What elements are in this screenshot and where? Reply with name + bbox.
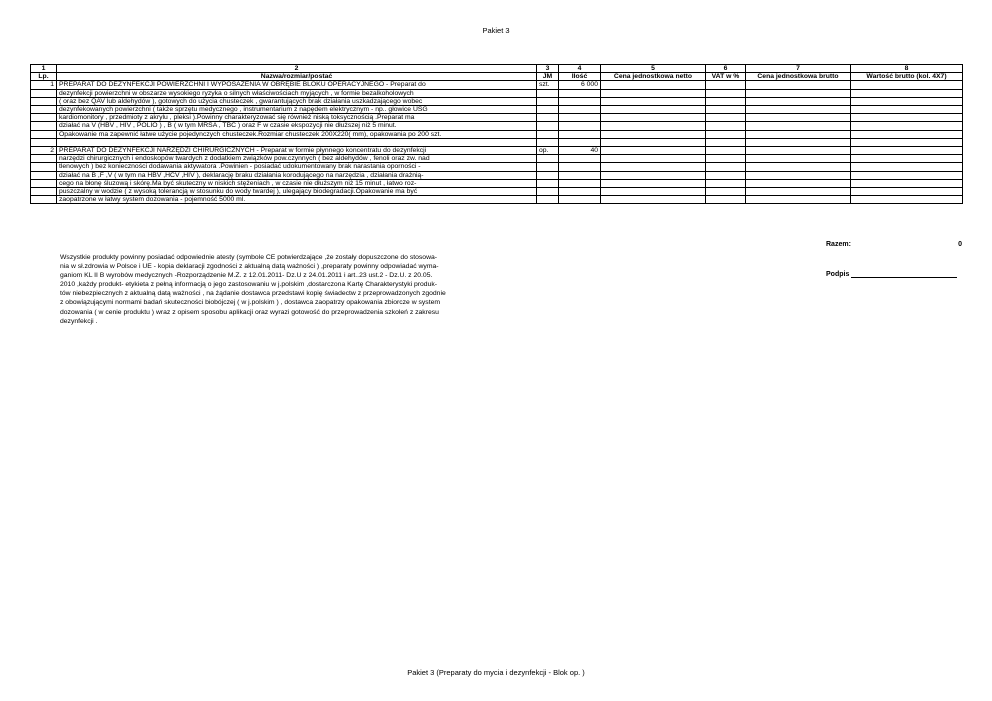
- row-name: Opakowanie ma zapewnić łatwe użycie pojedynczych chusteczek.Rozmiar chusteczek 200X220( mm), opakowania po 200 szt.: [57, 130, 537, 138]
- row-lp: 2: [31, 147, 57, 155]
- row-vat: [706, 81, 746, 89]
- column-number-row: [31, 65, 963, 73]
- row-total-gross: [851, 130, 963, 138]
- note-line: dozowania ( w cenie produktu ) wraz z opisem sposobu aplikacji oraz wyrazi gotowość do przeprowadzenia szkoleń z zakresu: [60, 308, 439, 316]
- row-qty: [559, 114, 601, 122]
- row-total-gross: [851, 196, 963, 204]
- row-total-gross: [851, 81, 963, 89]
- note-line: ganiom KL II B wyrobów medycznych -Rozporządzenie M.Z. z 12.01.2011- Dz.U z 24.01.2011 i art..23 ust.2 - Dz.U. z 20.05.: [60, 272, 433, 280]
- row-jm: [537, 138, 559, 146]
- row-vat: [706, 122, 746, 130]
- row-unit-net: [601, 188, 706, 196]
- row-qty: [559, 89, 601, 97]
- row-vat: [706, 155, 746, 163]
- row-vat: [706, 89, 746, 97]
- header-total-gross: Wartość brutto (kol. 4X7): [851, 73, 963, 81]
- row-unit-gross: [746, 130, 851, 138]
- row-lp: [31, 106, 57, 114]
- row-lp: [31, 97, 57, 105]
- row-unit-gross: [746, 89, 851, 97]
- header-unit-net: Cena jednostkowa netto: [601, 73, 706, 81]
- row-lp: [31, 138, 57, 146]
- col-number: 2: [57, 65, 537, 73]
- table-row: [31, 97, 963, 105]
- header-qty: Ilość: [559, 73, 601, 81]
- row-name: narzędzi chirurgicznych i endoskopów twardych z dodatkiem związków pow.czynnych ( bez aldehydów , fenoli oraz zw. nad: [57, 155, 537, 163]
- col-number: 7: [746, 65, 851, 73]
- row-jm: [537, 171, 559, 179]
- row-total-gross: [851, 171, 963, 179]
- row-jm: [537, 114, 559, 122]
- row-total-gross: [851, 155, 963, 163]
- table-row: [31, 138, 963, 146]
- table-row: [31, 130, 963, 138]
- col-number: 3: [537, 65, 559, 73]
- row-vat: [706, 171, 746, 179]
- page-title: Pakiet 3: [482, 26, 510, 35]
- row-qty: [559, 97, 601, 105]
- row-jm: szt.: [537, 81, 559, 89]
- row-unit-net: [601, 114, 706, 122]
- row-jm: [537, 163, 559, 171]
- row-vat: [706, 138, 746, 146]
- row-unit-net: [601, 122, 706, 130]
- row-unit-net: [601, 106, 706, 114]
- row-name: puszczalny w wodzie ( z wysoką tolerancją w stosunku do wody twardej ), ulegający biodegradacji.Opakowanie ma być: [57, 188, 537, 196]
- row-name: działać na B ,F ,V ( w tym na HBV ,HCV ,HIV ), deklarację braku działania korodującego na narzędzia , działania drażnią-: [57, 171, 537, 179]
- table-row: [31, 89, 963, 97]
- header-row: [31, 73, 963, 81]
- row-name: PREPARAT DO DEZYNFEKCJI NARZĘDZI CHIRURGICZNYCH - Preparat w formie płynnego koncentratu do dezynfekcji: [57, 147, 537, 155]
- header-vat: VAT w %: [706, 73, 746, 81]
- row-lp: [31, 171, 57, 179]
- row-name: kardiomonitory , przedmioty z akrylu , pleksi ).Powinny charakteryzować się również niską toksycznością .Preparat ma: [57, 114, 537, 122]
- row-qty: 40: [559, 147, 601, 155]
- row-jm: [537, 188, 559, 196]
- table-row: [31, 147, 963, 155]
- row-qty: [559, 188, 601, 196]
- price-table: [30, 64, 963, 204]
- row-lp: [31, 122, 57, 130]
- row-qty: [559, 163, 601, 171]
- signature-line: [851, 270, 957, 278]
- row-lp: [31, 114, 57, 122]
- col-number: 8: [851, 65, 963, 73]
- total-label: Razem:: [826, 241, 851, 248]
- row-total-gross: [851, 179, 963, 187]
- table-row: [31, 122, 963, 130]
- row-unit-net: [601, 163, 706, 171]
- row-jm: [537, 97, 559, 105]
- row-qty: [559, 196, 601, 204]
- row-name: cego na błonę śluzową i skórę.Ma być skuteczny w niskich stężeniach , w czasie nie dłuższym niż 15 minut , łatwo roz-: [57, 179, 537, 187]
- row-unit-net: [601, 196, 706, 204]
- row-qty: [559, 155, 601, 163]
- row-lp: 1: [31, 81, 57, 89]
- note-line: 2010 ,każdy produkt- etykieta z pełną informacją o jego zastosowaniu w j.polskim ,dostarczona Kartę Charakterystyki produk-: [60, 281, 438, 289]
- page-footer: Pakiet 3 (Preparaty do mycia i dezynfekcji - Blok op. ): [407, 668, 585, 677]
- table-row: [31, 196, 963, 204]
- row-qty: [559, 106, 601, 114]
- row-lp: [31, 155, 57, 163]
- row-total-gross: [851, 147, 963, 155]
- note-line: tów niebezpiecznych z aktualną datą ważności , na żądanie dostawca przedstawi kopię świadectw z przeprowadzonych zgodnie: [60, 290, 446, 298]
- row-jm: [537, 122, 559, 130]
- header-lp: Lp.: [31, 73, 57, 81]
- row-unit-gross: [746, 97, 851, 105]
- row-unit-gross: [746, 171, 851, 179]
- row-unit-gross: [746, 188, 851, 196]
- row-unit-net: [601, 171, 706, 179]
- signature-label: Podpis: [826, 271, 850, 278]
- row-unit-gross: [746, 81, 851, 89]
- row-lp: [31, 130, 57, 138]
- row-vat: [706, 163, 746, 171]
- row-jm: [537, 106, 559, 114]
- header-name: Nazwa/rozmiar/postać: [57, 73, 537, 81]
- row-unit-gross: [746, 122, 851, 130]
- row-name: dezynfekcji powierzchni w obszarze wysokiego ryzyka o silnych właściwościach myjących , w formie bezalkoholowych: [57, 89, 537, 97]
- row-lp: [31, 89, 57, 97]
- row-vat: [706, 97, 746, 105]
- row-total-gross: [851, 114, 963, 122]
- row-name: zaopatrzone w łatwy system dozowania - pojemność 5000 ml.: [57, 196, 537, 204]
- row-lp: [31, 196, 57, 204]
- row-name: PREPARAT DO DEZYNFEKCJI POWIERZCHNI I WYPOSAŻENIA W OBRĘBIE BLOKU OPERACYJNEGO - Preparat do: [57, 81, 537, 89]
- note-line: Wszystkie produkty powinny posiadać odpowiednie atesty (symbole CE potwierdzające ,że zostały dopuszczone do stosowa-: [60, 254, 438, 261]
- row-lp: [31, 179, 57, 187]
- note-line: nia w sł.zdrowia w Polsce i UE - kopia deklaracji zgodności z aktualną datą ważności ) ,preparaty powinny odpowiadać wyma-: [60, 263, 439, 271]
- table-row: [31, 106, 963, 114]
- row-qty: 6 000: [559, 81, 601, 89]
- row-unit-gross: [746, 114, 851, 122]
- row-name: ( oraz bez QAV lub aldehydów ), gotowych do użycia chusteczek , gwarantujących brak działania uszkadzającego wobec: [57, 97, 537, 105]
- row-qty: [559, 138, 601, 146]
- total-value: 0: [958, 241, 962, 248]
- row-lp: [31, 163, 57, 171]
- row-vat: [706, 106, 746, 114]
- table-row: [31, 171, 963, 179]
- row-jm: [537, 130, 559, 138]
- row-total-gross: [851, 138, 963, 146]
- row-unit-net: [601, 179, 706, 187]
- col-number: 5: [601, 65, 706, 73]
- header-unit-gross: Cena jednostkowa brutto: [746, 73, 851, 81]
- table-row: [31, 114, 963, 122]
- row-total-gross: [851, 188, 963, 196]
- row-unit-gross: [746, 163, 851, 171]
- row-total-gross: [851, 122, 963, 130]
- row-unit-net: [601, 130, 706, 138]
- row-unit-gross: [746, 106, 851, 114]
- row-vat: [706, 179, 746, 187]
- row-lp: [31, 188, 57, 196]
- table-row: [31, 155, 963, 163]
- row-qty: [559, 130, 601, 138]
- row-vat: [706, 196, 746, 204]
- row-jm: [537, 196, 559, 204]
- col-number: 1: [31, 65, 57, 73]
- row-name: tlenowych ) bez konieczności dodawania aktywatora .Powinien - posiadać udokumentowany brak narastania oporności -: [57, 163, 537, 171]
- row-unit-net: [601, 89, 706, 97]
- table-row: [31, 81, 963, 89]
- row-name: [57, 138, 537, 146]
- row-unit-net: [601, 138, 706, 146]
- row-qty: [559, 122, 601, 130]
- row-unit-gross: [746, 155, 851, 163]
- row-unit-gross: [746, 138, 851, 146]
- row-total-gross: [851, 106, 963, 114]
- requirements-notes: [60, 253, 530, 326]
- note-line: z obowiązującymi normami badań skuteczności biobójczej ( w j.polskim ) , dostawca zaopatrzy opakowania zbiorcze w system: [60, 299, 441, 307]
- row-unit-gross: [746, 196, 851, 204]
- row-unit-net: [601, 147, 706, 155]
- row-unit-net: [601, 81, 706, 89]
- col-number: 6: [706, 65, 746, 73]
- row-unit-net: [601, 155, 706, 163]
- row-qty: [559, 179, 601, 187]
- row-unit-gross: [746, 179, 851, 187]
- row-jm: [537, 155, 559, 163]
- row-jm: [537, 179, 559, 187]
- col-number: 4: [559, 65, 601, 73]
- table-row: [31, 163, 963, 171]
- row-total-gross: [851, 97, 963, 105]
- row-total-gross: [851, 163, 963, 171]
- signature-field: [826, 270, 957, 278]
- row-qty: [559, 171, 601, 179]
- row-vat: [706, 147, 746, 155]
- row-vat: [706, 114, 746, 122]
- row-vat: [706, 130, 746, 138]
- row-name: dezynfekowanych powierzchni ( także sprzętu medycznego , instrumentarium z napędem elektrycznym - np.. głowice USG: [57, 106, 537, 114]
- table-row: [31, 188, 963, 196]
- row-name: działać na V (HBV , HIV , POLIO ) , B ( w tym MRSA , TBC ) oraz F w czasie ekspozycji nie dłuższej niż 5 minut.: [57, 122, 537, 130]
- note-line: dezynfekcji .: [60, 317, 98, 325]
- row-vat: [706, 188, 746, 196]
- row-total-gross: [851, 89, 963, 97]
- table-row: [31, 179, 963, 187]
- row-jm: op.: [537, 147, 559, 155]
- row-unit-net: [601, 97, 706, 105]
- row-unit-gross: [746, 147, 851, 155]
- row-jm: [537, 89, 559, 97]
- header-jm: JM: [537, 73, 559, 81]
